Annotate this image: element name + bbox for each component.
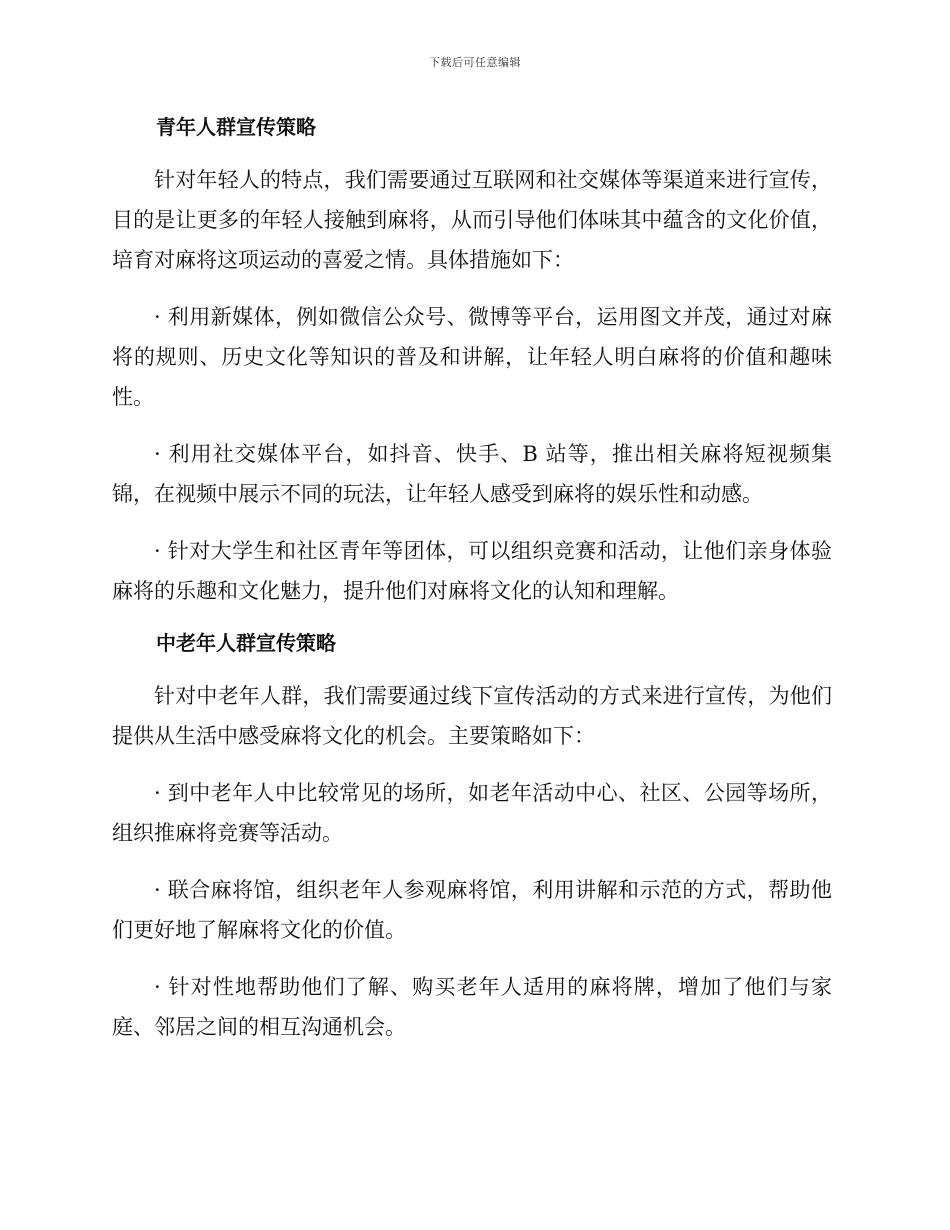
bullet-youth-competitions: · 针对大学生和社区青年等团体，可以组织竞赛和活动，让他们亲身体验麻将的乐趣和文化魅力，提升他们对麻将文化的认知和理解。 bbox=[112, 539, 832, 603]
bullet-youth-social-media: · 利用社交媒体平台，如抖音、快手、B 站等，推出相关麻将短视频集锦，在视频中展示不同的玩法，让年轻人感受到麻将的娱乐性和动感。 bbox=[112, 442, 832, 506]
bullet-elderly-tiles: · 针对性地帮助他们了解、购买老年人适用的麻将牌，增加了他们与家庭、邻居之间的相互沟通机会。 bbox=[112, 975, 832, 1039]
bullet-youth-new-media: · 利用新媒体，例如微信公众号、微博等平台，运用图文并茂，通过对麻将的规则、历史文化等知识的普及和讲解，让年轻人明白麻将的价值和趣味性。 bbox=[112, 305, 832, 409]
section-heading-elderly: 中老年人群宣传策略 bbox=[156, 631, 336, 655]
page-header: 下载后可任意编辑 bbox=[429, 56, 521, 69]
document-body bbox=[112, 112, 832, 1064]
paragraph-elderly-intro: 针对中老年人群，我们需要通过线下宣传活动的方式来进行宣传，为他们提供从生活中感受麻将文化的机会。主要策略如下： bbox=[112, 684, 832, 748]
section-heading-youth: 青年人群宣传策略 bbox=[156, 115, 316, 139]
paragraph-youth-intro: 针对年轻人的特点，我们需要通过互联网和社交媒体等渠道来进行宣传，目的是让更多的年轻人接触到麻将，从而引导他们体味其中蕴含的文化价值，培育对麻将这项运动的喜爱之情。具体措施如下： bbox=[112, 168, 832, 272]
bullet-elderly-venues: · 到中老年人中比较常见的场所，如老年活动中心、社区、公园等场所，组织推麻将竞赛等活动。 bbox=[112, 781, 832, 845]
bullet-elderly-mahjong-hall: · 联合麻将馆，组织老年人参观麻将馆，利用讲解和示范的方式，帮助他们更好地了解麻将文化的价值。 bbox=[112, 878, 832, 942]
